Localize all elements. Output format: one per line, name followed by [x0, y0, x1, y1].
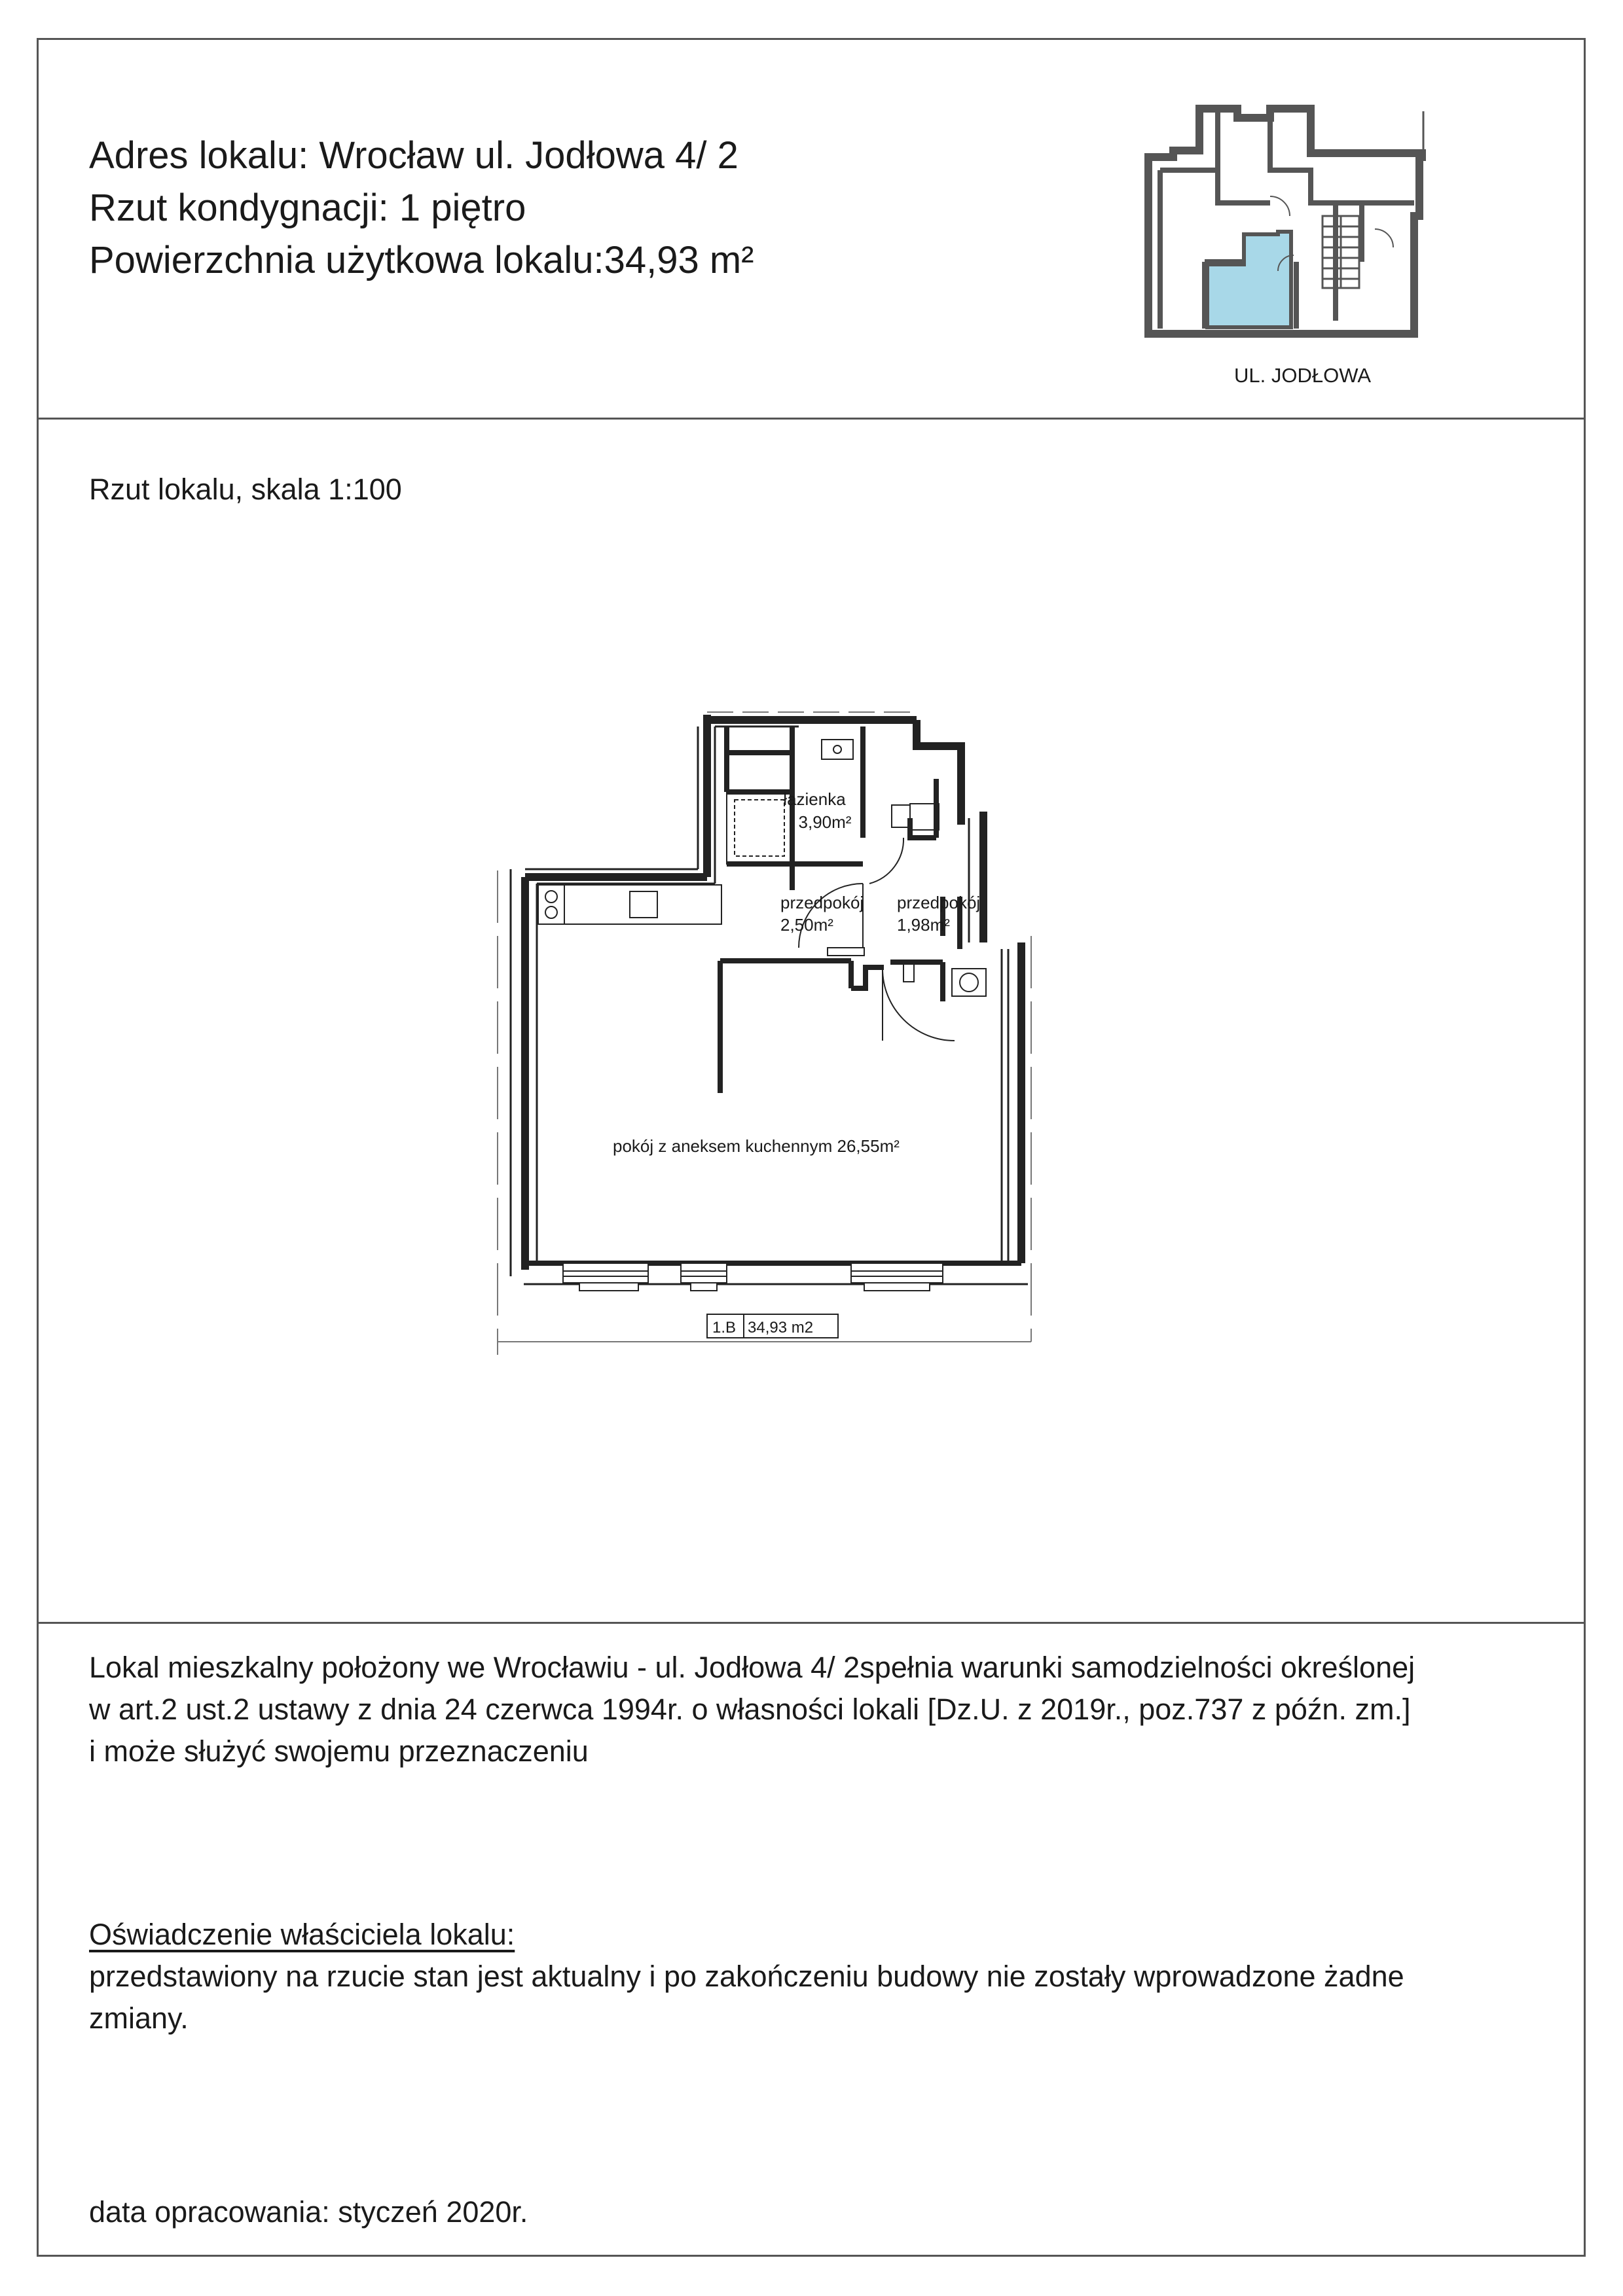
plan-title: Rzut lokalu, skala 1:100 [89, 473, 402, 506]
windows [563, 1263, 943, 1291]
description-line-2: w art.2 ust.2 ustawy z dnia 24 czerwca 1994r. o własności lokali [Dz.U. z 2019r., poz.737 z późn. zm.] [89, 1693, 1411, 1726]
preparation-date: data opracowania: styczeń 2020r. [89, 2195, 528, 2229]
hall2-area: 1,98m² [897, 915, 950, 935]
area-value: 34,93 m² [604, 239, 754, 281]
unit-id: 1.B [712, 1319, 737, 1336]
living-room-label: pokój z aneksem kuchennym 26,55m² [613, 1136, 900, 1156]
address-label: Adres lokalu: Wrocław ul. Jodłowa 4/ 2 [89, 134, 739, 177]
header-divider [37, 418, 1586, 420]
hall1-area: 2,50m² [780, 915, 833, 935]
unit-area: 34,93 m2 [748, 1319, 814, 1336]
hall2-name: przedpokój [897, 893, 981, 912]
plan-context-lines [498, 712, 1031, 1355]
bathroom-area: 3,90m² [798, 812, 852, 832]
street-label: UL. JODŁOWA [1234, 364, 1371, 387]
sink [630, 891, 657, 918]
doors [799, 838, 955, 1041]
statement-title: Oświadczenie właściciela lokalu: [89, 1918, 515, 1951]
hall1-name: przedpokój [780, 893, 864, 912]
area-row [89, 236, 754, 285]
wall-finishes [511, 726, 1028, 1284]
key-plan [1139, 98, 1440, 347]
bathtub [727, 792, 792, 864]
floor-label: Rzut kondygnacji: 1 piętro [89, 187, 526, 229]
bathroom-name: łazienka [783, 789, 846, 809]
plan-divider [37, 1622, 1586, 1624]
statement-line-2: zmiany. [89, 2001, 189, 2035]
floor-plan [484, 700, 1048, 1355]
description-line-3: i może służyć swojemu przeznaczeniu [89, 1734, 589, 1768]
statement-line-1: przedstawiony na rzucie stan jest aktualny i po zakończeniu budowy nie zostały wprowadzone żadne [89, 1960, 1404, 1993]
exterior-walls [525, 715, 1021, 1270]
washbasin [822, 740, 853, 759]
area-label: Powierzchnia użytkowa lokalu: [89, 239, 604, 281]
description-line-1: Lokal mieszkalny położony we Wrocławiu - ul. Jodłowa 4/ 2spełnia warunki samodzielności określonej [89, 1651, 1415, 1684]
